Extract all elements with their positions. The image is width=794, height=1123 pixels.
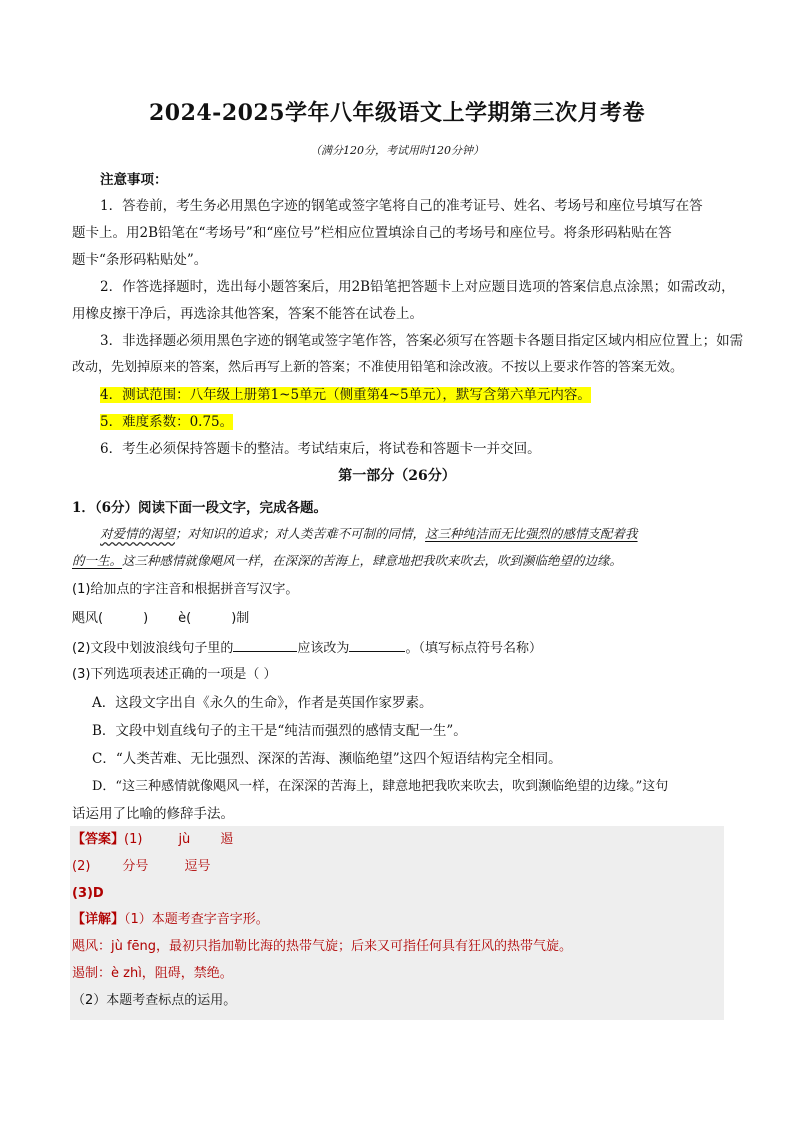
answer-number: (1) xyxy=(124,832,143,847)
q1-sub2 xyxy=(72,637,724,659)
section-title: 第一部分（26分） xyxy=(338,468,456,484)
answer-char: 遏 xyxy=(220,832,234,847)
notice-3-line-1: 3．非选择题必须用黑色字迹的钢笔或签字笔作答，答案必须写在答题卡各题目指定区域内相应位置上；如需 xyxy=(100,333,744,349)
notice-4-highlight: 4．测试范围：八年级上册第1~5单元（侧重第4~5单元），默写含第六单元内容。 xyxy=(100,387,591,403)
detail-text: （1）本题考查字音字形。 xyxy=(124,912,269,927)
notice-5-highlight: 5．难度系数：0.75。 xyxy=(100,414,234,430)
option-c: C．“人类苦难、无比强烈、深深的苦海、濒临绝望”这四个短语结构完全相同。 xyxy=(92,751,562,767)
page-title: 2024-2025学年八年级语文上学期第三次月考卷 xyxy=(148,100,646,126)
detail-line-1 xyxy=(72,910,724,930)
detail-label: 【详解】 xyxy=(72,912,125,927)
answer-value: (3)D xyxy=(72,886,104,901)
notice-1-line-1: 1．答卷前，考生务必用黑色字迹的钢笔或签字笔将自己的准考证号、姓名、考场号和座位号填写在答 xyxy=(100,198,703,214)
option-a: A．这段文字出自《永久的生命》，作者是英国作家罗素。 xyxy=(92,695,433,711)
q1-passage-line-1 xyxy=(100,524,724,544)
notice-1-line-2: 题卡上。用2B铅笔在“考场号”和“座位号”栏相应位置填涂自己的考场号和座位号。将条形码粘贴在答 xyxy=(72,225,672,241)
fill-label: ) xyxy=(143,611,149,626)
passage-text: 这三种感情就像飓风一样，在深深的苦海上，肆意地把我吹来吹去，吹到濒临绝望的边缘。 xyxy=(122,553,623,568)
detail-line-2: （2）本题考查标点的运用。 xyxy=(72,993,237,1008)
answer-number: (2) xyxy=(72,859,91,874)
wavy-underlined-phrase: 对爱情的渴望 xyxy=(100,526,176,541)
q1-sub1-fill xyxy=(72,609,724,629)
q1-stem: 1．（6分）阅读下面一段文字，完成各题。 xyxy=(72,500,328,516)
answer-blank[interactable] xyxy=(233,637,297,652)
straight-underlined-phrase: 这三种纯洁而无比强烈的感情支配着我 xyxy=(425,526,638,541)
answer-label: 【答案】 xyxy=(72,832,125,847)
notice-2-line-1: 2．作答选择题时，选出每小题答案后，用2B铅笔把答题卡上对应题目选项的答案信息点涂黑；如需改动， xyxy=(100,279,735,295)
answer-blank[interactable] xyxy=(349,637,405,652)
passage-text: 制的同情， xyxy=(362,526,426,541)
fill-label: 飓风( xyxy=(72,611,104,626)
notice-2-line-2: 用橡皮擦干净后，再选涂其他答案，答案不能答在试卷上。 xyxy=(72,306,423,322)
option-d-line-2: 话运用了比喻的修辞手法。 xyxy=(72,806,234,822)
answer-value: 分号 xyxy=(122,859,149,874)
option-d-line-1: D．“这三种感情就像飓风一样，在深深的苦海上，肆意地把我吹来吹去，吹到濒临绝望的边缘。”这句 xyxy=(92,779,669,794)
sub2-text: 。（填写标点符号名称） xyxy=(405,641,542,656)
option-b: B．文段中划直线句子的主干是“纯洁而强烈的感情支配一生”。 xyxy=(92,723,467,739)
answer-line-2 xyxy=(72,857,724,877)
notice-6: 6．考生必须保持答题卡的整洁。考试结束后，将试卷和答题卡一并交回。 xyxy=(100,441,541,457)
passage-text: ；对知识的追求；对人类苦难不可 xyxy=(175,526,363,541)
page-subtitle: （满分120分，考试用时120分钟） xyxy=(310,144,484,157)
q1-sub1: (1)给加点的字注音和根据拼音写汉字。 xyxy=(72,582,299,597)
notice-1-line-3: 题卡“条形码粘贴处”。 xyxy=(72,252,208,268)
detail-ju-feng: 飓风：jù fēng，最初只指加勒比海的热带气旋；后来又可指任何具有狂风的热带气旋。 xyxy=(72,939,573,954)
fill-label: )制 xyxy=(231,611,250,626)
straight-underlined-phrase-end: 的一生。 xyxy=(72,553,123,568)
answer-pinyin: jù xyxy=(178,832,191,847)
detail-e-zhi: 遏制：è zhì，阻碍，禁绝。 xyxy=(72,966,233,981)
notice-3-line-2: 改动，先划掉原来的答案，然后再写上新的答案；不准使用铅笔和涂改液。不按以上要求作答的答案无效。 xyxy=(72,360,684,375)
answer-line-3 xyxy=(72,884,724,904)
q1-passage-line-2 xyxy=(72,551,724,571)
fill-label: è( xyxy=(178,611,192,626)
answer-line-1 xyxy=(72,830,724,850)
sub2-text: (2)文段中划波浪线句子里的 xyxy=(72,641,234,656)
q1-sub3: (3)下列选项表述正确的一项是（ ） xyxy=(72,667,277,682)
answer-value: 逗号 xyxy=(184,859,211,874)
sub2-text: 应该改为 xyxy=(297,641,350,656)
notice-heading: 注意事项： xyxy=(100,172,168,188)
